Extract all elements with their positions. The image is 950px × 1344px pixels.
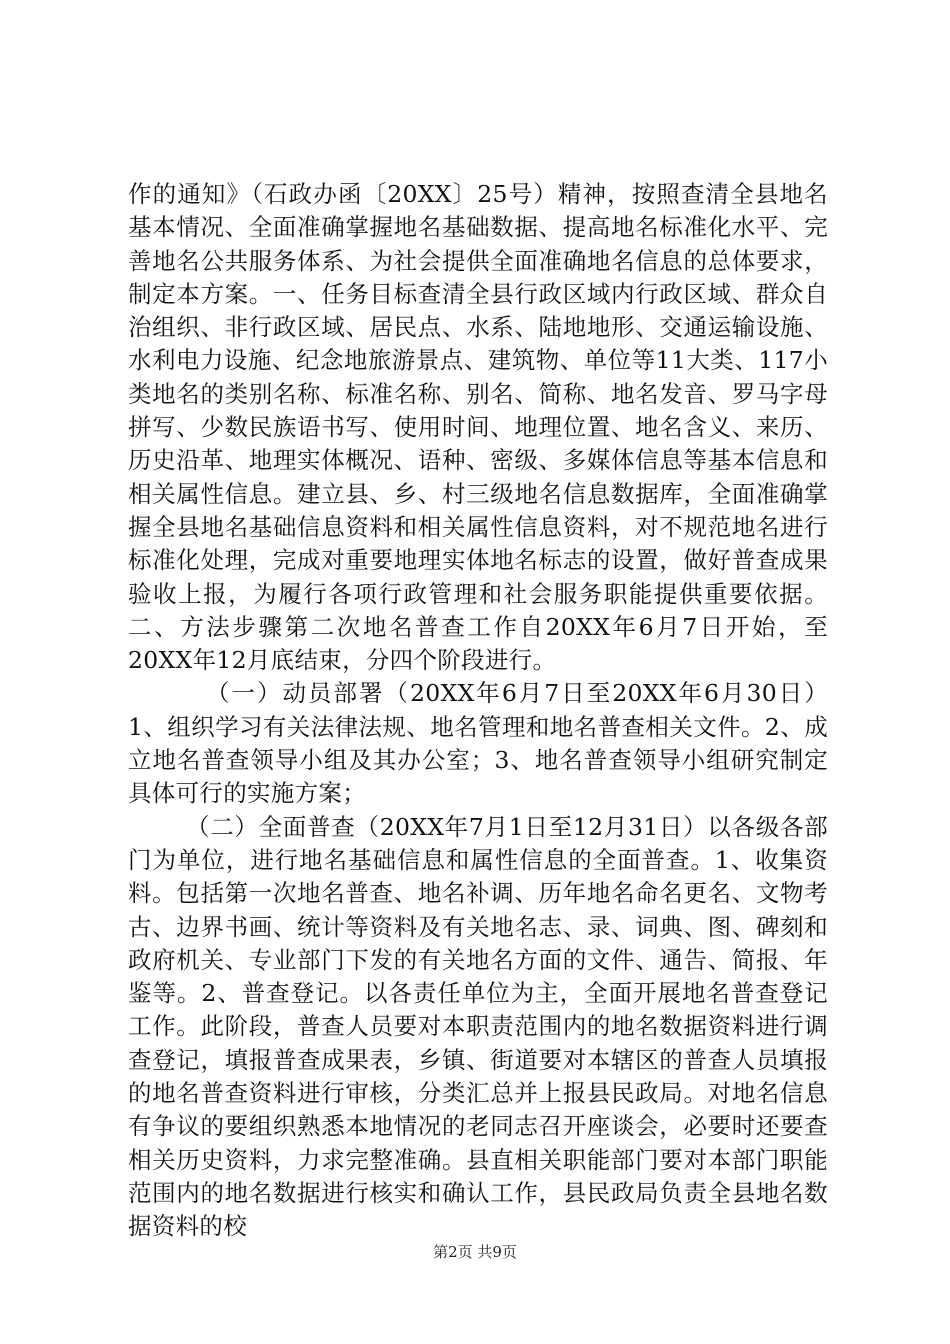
document-body bbox=[128, 178, 828, 1244]
paragraph-stage-two: （二）全面普查（20XX年7月1日至12月31日）以各级各部门为单位，进行地名基础信息和属性信息的全面普查。1、收集资料。包括第一次地名普查、地名补调、历年地名命名更名、文物考古、边界书画、统计等资料及有关地名志、录、词典、图、碑刻和政府机关、专业部门下发的有关地名方面的文件、通告、简报、年鉴等。2、普查登记。以各责任单位为主，全面开展地名普查登记工作。此阶段，普查人员要对本职责范围内的地名数据资料进行调查登记，填报普查成果表，乡镇、街道要对本辖区的普查人员填报的地名普查资料进行审核，分类汇总并上报县民政局。对地名信息有争议的要组织熟悉本地情况的老同志召开座谈会，必要时还要查相关历史资料，力求完整准确。县直相关职能部门要对本部门职能范围内的地名数据进行核实和确认工作，县民政局负责全县地名数据资料的校 bbox=[128, 812, 828, 1241]
paragraph-notice-and-goals: 作的通知》（石政办函〔20XX〕25号）精神，按照查清全县地名基本情况、全面准确掌握地名基础数据、提高地名标准化水平、完善地名公共服务体系、为社会提供全面准确地名信息的总体要求，制定本方案。一、任务目标查清全县行政区域内行政区域、群众自治组织、非行政区域、居民点、水系、陆地地形、交通运输设施、水利电力设施、纪念地旅游景点、建筑物、单位等11大类、117小类地名的类别名称、标准名称、别名、简称、地名发音、罗马字母拼写、少数民族语书写、使用时间、地理位置、地名含义、来历、历史沿革、地理实体概况、语种、密级、多媒体信息等基本信息和相关属性信息。建立县、乡、村三级地名信息数据库，全面准确掌握全县地名基础信息资料和相关属性信息资料，对不规范地名进行标准化处理，完成对重要地理实体地名标志的设置，做好普查成果验收上报，为履行各项行政管理和社会服务职能提供重要依据。二、方法步骤第二次地名普查工作自20XX年6月7日开始，至20XX年12月底结束，分四个阶段进行。 bbox=[128, 180, 828, 675]
page-number-footer: 第2页 共9页 bbox=[433, 1243, 517, 1261]
paragraph-stage-one: （一）动员部署（20XX年6月7日至20XX年6月30日）1、组织学习有关法律法规、地名管理和地名普查相关文件。2、成立地名普查领导小组及其办公室；3、地名普查领导小组研究制定具体可行的实施方案； bbox=[128, 679, 828, 808]
